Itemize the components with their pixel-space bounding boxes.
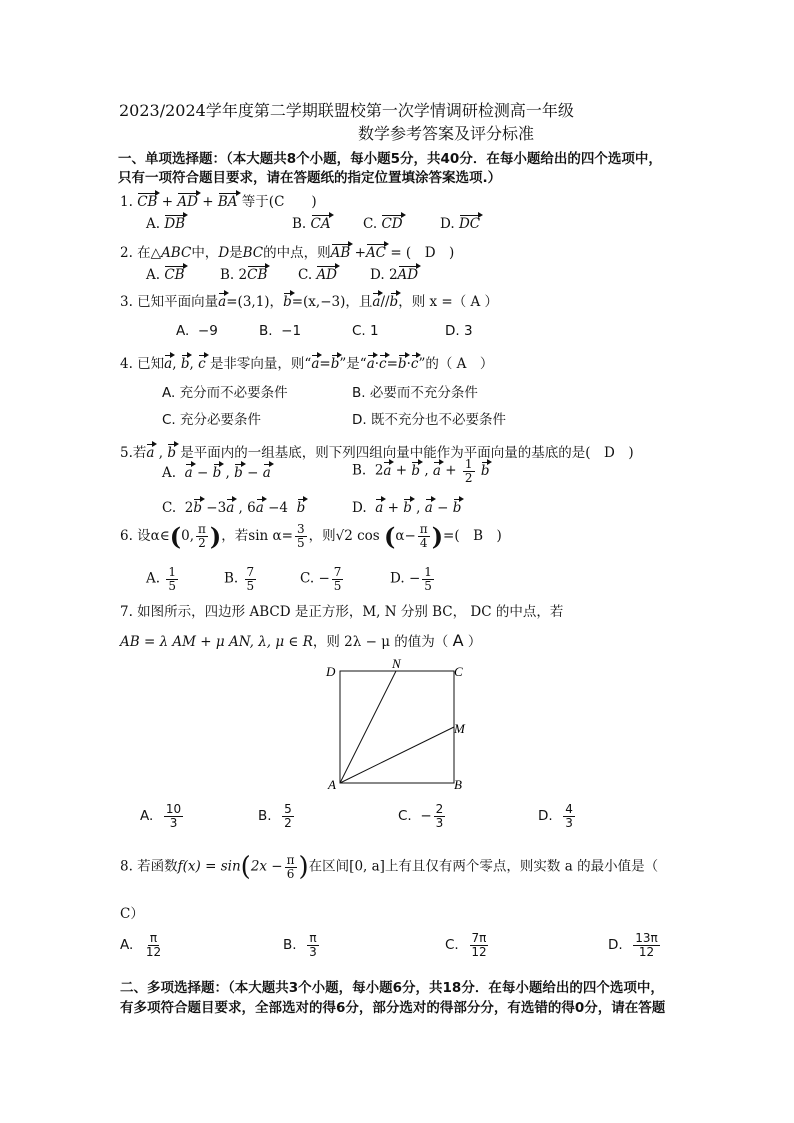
q7-option-c [398, 803, 447, 829]
q8-text: 上有且仅有两个零点，则实数 a 的最小值是（ [384, 858, 659, 875]
option-label: A. [176, 323, 190, 339]
frac-num: 1 [464, 457, 473, 471]
q2-point-d: D [218, 245, 230, 261]
q7-equation: AB = λ AM + μ AN, λ, μ ∈ R [120, 634, 313, 650]
paren-close: ) [431, 522, 444, 551]
q3-option-d [445, 323, 473, 339]
q1-number: 1. [120, 194, 133, 210]
q1-plus: + [161, 194, 174, 210]
option-label: B. [283, 937, 297, 954]
coef: 6 [247, 500, 256, 516]
option-label: A. [146, 267, 161, 283]
frac-num: 5 [284, 802, 292, 816]
q4-option-a [162, 381, 288, 401]
option-label: A. [146, 216, 161, 232]
q2-text: 是 [229, 245, 243, 261]
frac-num: π [149, 931, 158, 945]
q4-vec-c: c [410, 356, 419, 372]
q1-option-a [146, 216, 185, 232]
frac-num: 10 [165, 802, 182, 816]
q2-vec-ac: AC [365, 245, 387, 261]
option-label: D. [352, 412, 367, 428]
frac-den: 2 [284, 815, 292, 830]
frac-num: 3 [296, 522, 305, 537]
question-2 [120, 241, 454, 261]
q4-text: 4. 已知 [120, 356, 165, 372]
doc-title-line1: 2023/2024学年度第二学期联盟校第一次学情调研检测高一年级 [119, 101, 574, 120]
option-vec: AD [397, 267, 419, 283]
q7-text: ，则 2λ − μ 的值为（ [312, 634, 449, 650]
frac-den: 5 [424, 578, 432, 593]
vec-b: b [234, 465, 243, 481]
section1-heading-line2: 只有一项符合题目要求，请在答题纸的指定位置填涂答案选项.） [118, 170, 502, 186]
option-fraction [166, 566, 178, 592]
option-value: 3 [463, 323, 473, 339]
vec-b: b [193, 500, 202, 516]
q4-vec-b: b [330, 356, 340, 372]
option-vec: CD [381, 216, 403, 232]
q8-text: 8. 若函数 [120, 858, 178, 875]
vec-b: b [296, 500, 306, 516]
vec-a: a [375, 500, 384, 516]
frac-num: 13π [635, 931, 658, 945]
q5-option-a: A. a − b , b − a [162, 465, 271, 481]
paren-close: ) [298, 852, 309, 882]
question-7-line2 [120, 630, 481, 650]
option-text: 既不充分也不必要条件 [370, 412, 506, 428]
q5-option-c: C. 2b −3a , 6a −4 b [162, 500, 306, 516]
option-label: B. [258, 808, 272, 825]
option-text: 充分必要条件 [180, 412, 262, 428]
q3-vec-b: b [283, 294, 292, 310]
q6-option-a [146, 566, 180, 592]
option-label: D. [370, 267, 385, 283]
frac-den: 3 [565, 815, 573, 830]
q3-option-c [352, 323, 379, 339]
option-vec: CB [247, 267, 268, 283]
q2-option-d [370, 267, 418, 283]
option-label: B. [292, 216, 307, 232]
option-label: C. [162, 500, 177, 516]
option-value: 1 [370, 323, 379, 339]
segment-an [340, 671, 396, 783]
q4-vec-a: a [311, 356, 320, 372]
vec-a: a [184, 465, 193, 481]
option-label: C. [300, 570, 315, 587]
frac-den: 5 [246, 578, 255, 593]
option-label: A. [162, 385, 176, 401]
q4-vec-c: c [198, 356, 206, 372]
square-figure [320, 655, 480, 795]
q5-answer: 是平面内的一组基底，则下列四组向量中能作为平面向量的基底的是( D ) [180, 445, 634, 461]
q7-option-b [258, 803, 296, 829]
frac-num: 1 [168, 565, 176, 579]
question-7-line1: 7. 如图所示，四边形 ABCD 是正方形，M, N 分别 BC， DC 的中点，若 [120, 604, 564, 620]
option-label: D. [440, 216, 455, 232]
q2-plus: + [354, 245, 366, 261]
square-abcd [340, 671, 454, 783]
q2-option-c [298, 267, 337, 283]
option-label: C. [398, 808, 412, 825]
option-fraction [332, 566, 344, 592]
q1-vec-ba: BA [217, 194, 238, 210]
option-fraction [282, 803, 294, 829]
option-vec: CA [310, 216, 331, 232]
three-fifths [295, 523, 307, 549]
q2-answer: = ( D ) [390, 245, 455, 261]
label-b: B [454, 777, 462, 792]
q2-text: 中， [191, 245, 219, 261]
q2-option-b [220, 267, 267, 283]
option-label: D. [352, 500, 367, 516]
question-4: 4. 已知a, b, c 是非零向量，则“a=b”是“a·c=b·c”的（ A ） [120, 356, 494, 372]
section2-heading-line2: 有多项符合题目要求，全部选对的得6分，部分选对的得部分分，有选错的得0分，请在答题 [120, 1000, 666, 1016]
option-vec: CB [164, 267, 185, 283]
q6-text: ，则√2 cos [308, 528, 380, 544]
frac-den: 3 [169, 815, 178, 830]
q4-vec-c: c [379, 356, 387, 372]
option-label: C. [445, 937, 459, 954]
option-fraction [434, 803, 446, 829]
question-5: 5.若a , b 是平面内的一组基底，则下列四组向量中能作为平面向量的基底的是( D ) [120, 445, 634, 461]
frac-den: 5 [296, 536, 305, 550]
q8-function: f(x) = sin [177, 858, 241, 875]
q8-option-b [283, 932, 321, 958]
section2-heading-line1: 二、多项选择题：（本大题共3个小题，每小题6分，共18分．在每小题给出的四个选项中， [120, 980, 664, 996]
frac-den: 12 [471, 944, 487, 959]
q1-vec-cb: CB [137, 194, 158, 210]
question-3 [120, 290, 498, 310]
option-sign: − [420, 808, 432, 825]
option-label: D. [390, 570, 405, 587]
question-6 [120, 522, 502, 551]
q6-alpha: α− [395, 528, 416, 544]
q5-vec-b: b [167, 445, 176, 461]
q8-inner: 2x − [250, 858, 283, 875]
option-fraction [633, 932, 660, 958]
q2-segment-bc: BC [242, 245, 264, 261]
q3-parallel: // [380, 294, 390, 310]
frac-num: 7π [471, 931, 487, 945]
option-fraction [245, 566, 257, 592]
vec-a: a [432, 462, 441, 479]
paren-open: ( [169, 522, 182, 551]
q2-text: 2. 在△ [120, 245, 162, 261]
q4-vec-b: b [397, 356, 407, 372]
q8-text: 在区间 [308, 858, 350, 875]
question-1 [120, 190, 317, 210]
vec-b: b [212, 465, 222, 481]
frac-den: 6 [286, 866, 295, 881]
frac-num: 2 [435, 802, 444, 816]
frac-den: 3 [309, 944, 317, 959]
q6-option-c [300, 566, 345, 592]
q6-text: ，若sin α= [221, 528, 293, 544]
vec-b: b [403, 500, 412, 516]
option-label: A. [120, 937, 134, 954]
frac-den: 12 [638, 944, 655, 959]
pi-over-2 [196, 523, 208, 549]
option-label: C. [363, 216, 378, 232]
q6-option-b [224, 566, 258, 592]
q1-option-b [292, 216, 331, 232]
frac-num: π [309, 931, 317, 945]
pi-over-4 [418, 523, 430, 549]
q5-text: 5.若 [120, 445, 147, 461]
q4-vec-b: b [180, 356, 190, 372]
q1-answer: 等于(C ) [241, 194, 317, 210]
q8-option-d [608, 932, 662, 958]
frac-den: 3 [435, 815, 444, 830]
question-8 [120, 852, 658, 882]
coef: 3 [217, 500, 227, 516]
option-fraction [144, 932, 163, 958]
q4-dot: · [374, 356, 380, 372]
q3-answer: ，则 x =（ A ） [398, 294, 499, 310]
label-d: D [326, 664, 336, 679]
q1-option-d [440, 216, 480, 232]
q3-option-a [176, 323, 218, 339]
q2-text: 的中点，则 [263, 245, 331, 261]
q6-answer: =( B ) [443, 528, 502, 544]
q4-option-d [352, 408, 506, 428]
q4-text: ”是“ [339, 356, 367, 372]
q3-option-b [259, 323, 301, 339]
q4-text: 是非零向量，则“ [209, 356, 312, 372]
option-sign: − [318, 570, 330, 587]
q5-vec-a: a [146, 445, 155, 461]
section1-heading-line1: 一、单项选择题：（本大题共8个小题，每小题5分，共40分．在每小题给出的四个选项中， [118, 151, 662, 167]
q4-eq: = [386, 356, 398, 372]
label-a: A [328, 777, 336, 792]
option-vec: DB [164, 216, 186, 232]
coef: 2 [374, 462, 384, 479]
q7-option-d [538, 803, 577, 829]
q1-vec-ad: AD [177, 194, 198, 210]
frac-den: 5 [168, 578, 176, 593]
q1-plus: + [202, 194, 214, 210]
q2-vec-ab: AB [330, 245, 351, 261]
option-label: B. [224, 570, 239, 587]
q1-option-c [363, 216, 403, 232]
q7-close: ） [467, 634, 482, 650]
q4-vec-a: a [366, 356, 375, 372]
vec-b: b [452, 500, 462, 516]
q4-option-c [162, 408, 261, 428]
frac-num: 4 [565, 802, 573, 816]
vec-a: a [255, 500, 264, 516]
frac-den: 2 [464, 470, 473, 485]
frac-den: 4 [419, 536, 428, 550]
frac-num: π [419, 522, 428, 537]
q8-answer: C） [120, 906, 144, 922]
vec-a: a [262, 465, 271, 481]
option-label: A. [146, 570, 161, 587]
q4-answer: ”的（ A ） [418, 356, 494, 372]
q3-b-def: =(x,−3)，且 [291, 294, 373, 310]
q8-option-c [445, 932, 491, 958]
q7-option-a [140, 803, 185, 829]
q6-zero: 0, [181, 528, 195, 544]
frac-num: 7 [333, 565, 342, 579]
q5-option-b: B. 2a + b , a + $\frac{1}{2}$ b [352, 457, 490, 485]
option-label: D. [538, 808, 553, 825]
coef: 2 [184, 500, 194, 516]
option-label: B. [220, 267, 235, 283]
q4-dot: · [406, 356, 411, 372]
option-value: −9 [197, 323, 218, 339]
q4-eq: = [319, 356, 331, 372]
vec-a: a [226, 500, 235, 516]
option-label: D. [445, 323, 460, 339]
vec-a: a [424, 500, 433, 516]
option-label: B. [352, 385, 366, 401]
option-label: B. [259, 323, 273, 339]
option-label: C. [298, 267, 313, 283]
option-label: A. [140, 808, 154, 825]
option-coef: 2 [388, 267, 398, 283]
q7-answer: A [452, 631, 464, 650]
frac-num: 1 [424, 565, 432, 579]
doc-title-line2: 数学参考答案及评分标准 [358, 124, 535, 143]
pi-over-6 [285, 854, 297, 880]
option-label: B. [352, 462, 367, 479]
vec-b: b [411, 462, 421, 479]
q5-option-d: D. a + b , a − b [352, 500, 462, 516]
q6-text: 6. 设α∈ [120, 528, 170, 544]
paren-open: ( [240, 852, 251, 882]
option-fraction [422, 566, 434, 592]
frac-den: 12 [145, 944, 162, 959]
q8-interval: [0, a] [349, 858, 385, 875]
label-n: N [392, 656, 401, 671]
option-label: C. [162, 412, 176, 428]
option-fraction [164, 803, 183, 829]
q2-option-a [146, 267, 185, 283]
q2-triangle: ABC [161, 245, 192, 261]
option-coef: 2 [238, 267, 248, 283]
option-vec: DC [458, 216, 481, 232]
label-m: M [454, 721, 465, 736]
frac-num: π [198, 522, 206, 537]
q8-option-a [120, 932, 165, 958]
option-fraction [563, 803, 575, 829]
frac-num: 7 [246, 565, 255, 579]
fraction-one-half [463, 458, 475, 484]
segment-am [340, 727, 454, 783]
frac-num: π [286, 852, 295, 867]
option-value: −1 [281, 323, 302, 339]
option-label: C. [352, 323, 366, 339]
option-vec: AD [316, 267, 338, 283]
option-text: 充分而不必要条件 [179, 385, 288, 401]
paren-open: ( [384, 522, 396, 551]
option-text: 必要而不充分条件 [369, 385, 478, 401]
paren-close: ) [209, 522, 222, 551]
q3-vec-b: b [389, 294, 399, 310]
q3-a-def: =(3,1)， [226, 294, 284, 310]
frac-den: 2 [198, 536, 206, 550]
q3-vec-a: a [218, 294, 227, 310]
coef: 4 [279, 500, 288, 516]
vec-a: a [383, 462, 392, 479]
vec-b: b [480, 462, 490, 479]
option-sign: − [408, 570, 421, 587]
frac-den: 5 [333, 578, 342, 593]
q4-option-b [352, 381, 478, 401]
q6-option-d [390, 566, 436, 592]
q3-text: 3. 已知平面向量 [120, 294, 219, 310]
option-label: D. [608, 937, 623, 954]
option-fraction [469, 932, 488, 958]
q4-vec-a: a [164, 356, 173, 372]
option-fraction [307, 932, 319, 958]
q3-vec-a: a [372, 294, 381, 310]
option-label: A. [162, 465, 177, 481]
label-c: C [454, 664, 463, 679]
